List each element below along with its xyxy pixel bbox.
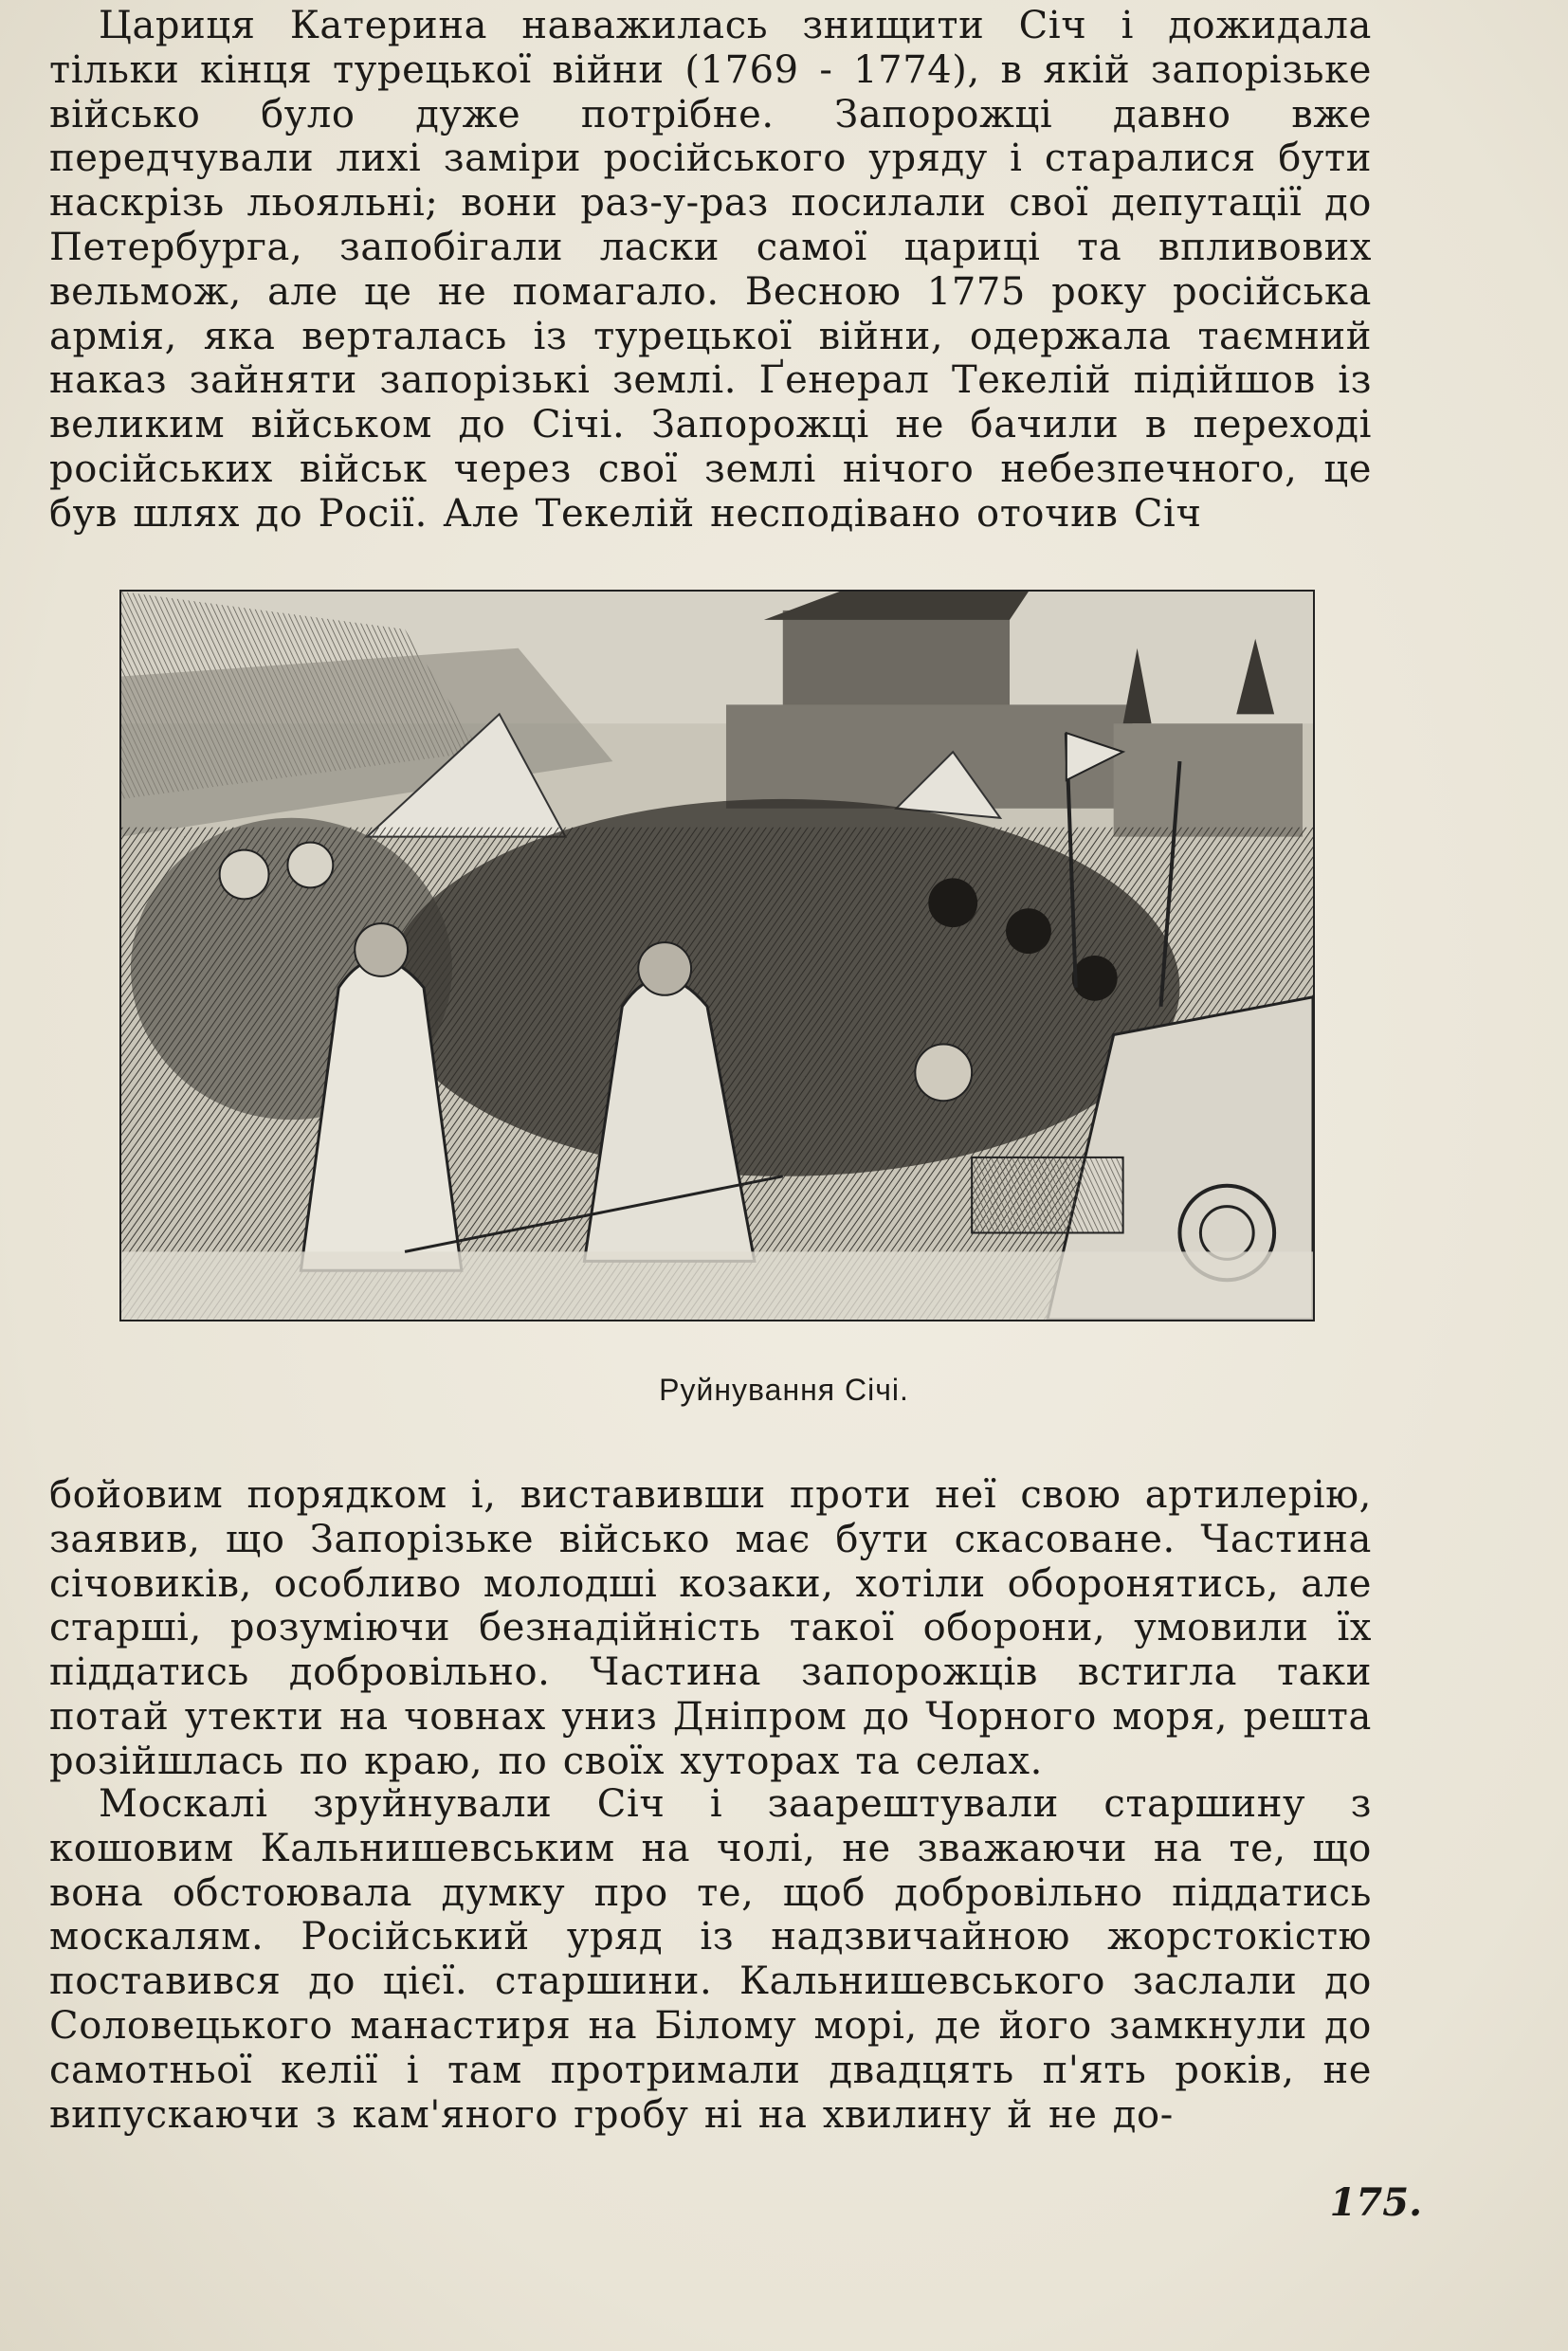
illustration-destruction-of-sich xyxy=(119,590,1315,1321)
engraving-image xyxy=(121,592,1313,1320)
paragraph-middle: бойовим порядком і, виставивши проти неї свою артилерію, заявив, що Запорізьке військо має бути скасоване. Частина січовиків, особливо молодші козаки, хотіли оборонятись, але старші, розуміючи безнадійність такої оборони, умовили їх піддатись добровільно. Частина запорожців встигла таки потай утекти на човнах униз Дніпром до Чорного моря, решта розійшлась по краю, по своїх хуторах та селах. xyxy=(49,1473,1372,1783)
paragraph-top: Цариця Катерина наважилась знищити Січ і дожидала тільки кінця турецької війни (1769 - 1774), в якій запорізьке військо було дуже потрібне. Запорожці давно вже передчували лихі заміри російського уряду і старалися бути наскрізь льояльні; вони раз-у-раз посилали свої депутації до Петербурга, запобігали ласки самої цариці та впливових вельмож, але це не помагало. Весною 1775 року російська армія, яка верталась із турецької війни, одержала таємний наказ зайняти запорізькі землі. Ґенерал Текелій підійшов із великим військом до Січі. Запорожці не бачили в переході російських військ через свої землі нічого небезпечного, це був шлях до Росії. Але Текелій несподівано оточив Січ xyxy=(49,4,1372,536)
paragraph-bottom: Москалі зруйнували Січ і заарештували старшину з кошовим Кальнишевським на чолі, не зважаючи на те, що вона обстоювала думку про те, щоб добровільно піддатись москалям. Російський уряд із надзвичайною жорстокістю поставився до цієї. старшини. Кальнишевського заслали до Соловецького манастиря на Білому морі, де його замкнули до самотньої келії і там протримали двадцять п'ять років, не випускаючи з кам'яного гробу ні на хвилину й не до- xyxy=(49,1782,1372,2137)
figure-caption: Руйнування Січі. xyxy=(659,1373,909,1407)
page-number: 175. xyxy=(1329,2180,1422,2225)
